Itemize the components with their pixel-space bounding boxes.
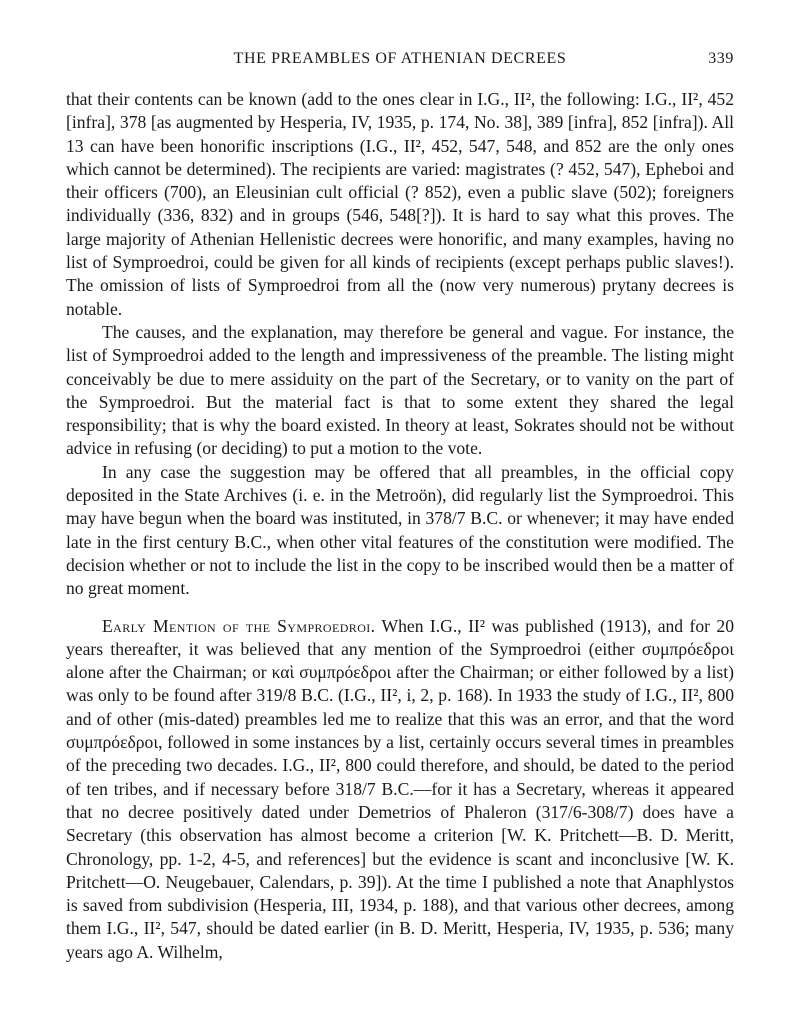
running-title: THE PREAMBLES OF ATHENIAN DECREES xyxy=(233,50,567,67)
section-heading: Early Mention of the Symproedroi. xyxy=(102,615,376,636)
paragraph-suggestion: In any case the suggestion may be offered that all preambles, in the official copy deposited in the State Archives (i. e. in the Metroön), did regularly list the Symproedroi. This may have begun when the board was instituted, in 378/7 B.C. or whenever; it may have ended late in the first century B.C., when other vital features of the constitution were modified. The decision whether or not to include the list in the copy to be inscribed would then be a matter of no great moment. xyxy=(66,461,734,599)
section-body: When I.G., II² was published (1913), and for 20 years thereafter, it was believed that any mention of the Symproedroi (either συμπρόεδροι alone after the Chairman; or καὶ συμπρόεδροι after the Chairman; or either followed by a list) was only to be found after 319/8 B.C. (I.G., II², i, 2, p. 168). In 1933 the study of I.G., II², 800 and of other (mis-dated) preambles led me to realize that this was an error, and that the word συμπρόεδροι, followed in some instances by a list, certainly occurs several times in preambles of the preceding two decades. I.G., II², 800 could therefore, and should, be dated to the period of ten tribes, and if necessary before 318/7 B.C.—for it has a Secretary, whereas it appeared that no decree positively dated under Demetrios of Phaleron (317/6-308/7) does have a Secretary (this observation has almost become a criterion [W. K. Pritchett—B. D. Meritt, Chronology, pp. 1-2, 4-5, and references] but the evidence is scant and inconclusive [W. K. Pritchett—O. Neugebauer, Calendars, p. 39]). At the time I published a note that Anaphlystos is saved from subdivision (Hesperia, III, 1934, p. 188), and that various other decrees, among them I.G., II², 547, should be dated earlier (in B. D. Meritt, Hesperia, IV, 1935, p. 536; many years ago A. Wilhelm, xyxy=(66,615,734,962)
page-number: 339 xyxy=(708,50,734,67)
paragraph-causes: The causes, and the explanation, may therefore be general and vague. For instance, the list of Symproedroi added to the length and impressiveness of the preamble. The listing might conceivably be due to mere assiduity on the part of the Secretary, or to vanity on the part of the Symproedroi. But the material fact is that to some extent they shared the legal responsibility; that is why the board existed. In theory at least, Sokrates should not be without advice in refusing (or deciding) to put a motion to the vote. xyxy=(66,321,734,459)
paragraph-continuation: that their contents can be known (add to the ones clear in I.G., II², the following: I.G., II², 452 [infra], 378 [as augmented by Hesperia, IV, 1935, p. 174, No. 38], 389 [infra], 852 [infra]). All 13 can have been honorific inscriptions (I.G., II², 452, 547, 548, and 852 are the only ones which cannot be determined). The recipients are varied: magistrates (? 452, 547), Epheboi and their officers (700), an Eleusinian cult official (? 852), even a public slave (502); foreigners individually (336, 832) and in groups (546, 548[?]). It is hard to say what this proves. The large majority of Athenian Hellenistic decrees were honorific, and many examples, having no list of Symproedroi, could be given for all kinds of recipients (except perhaps public slaves!). The omission of lists of Symproedroi from all the (now very numerous) prytany decrees is notable. xyxy=(66,89,734,319)
body-text xyxy=(66,88,734,964)
section-break xyxy=(66,601,734,615)
paragraph-early-mention xyxy=(66,615,734,964)
running-head xyxy=(66,50,734,74)
